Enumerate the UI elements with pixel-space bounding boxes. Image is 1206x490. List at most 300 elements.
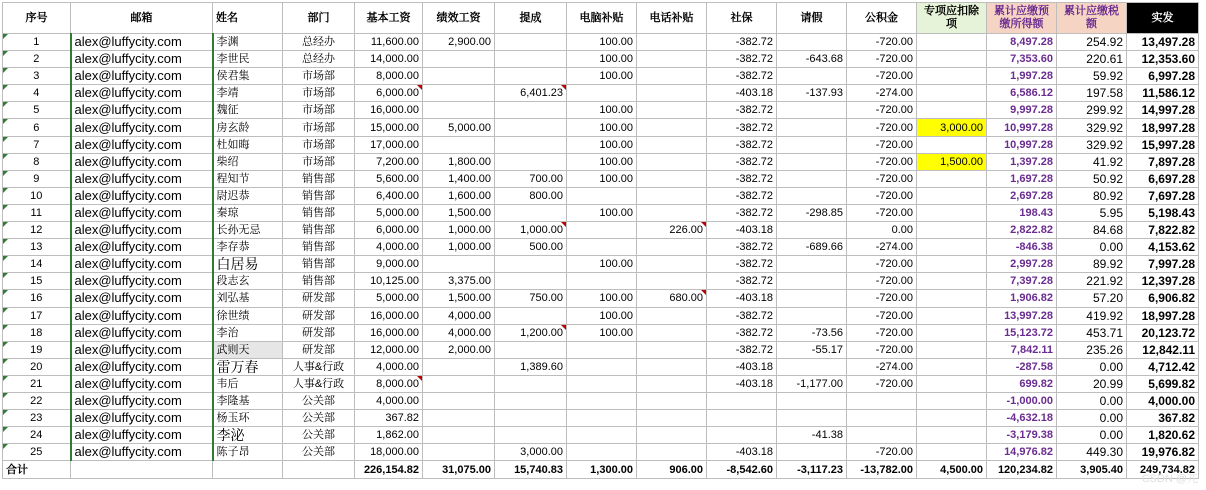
perf-cell[interactable] bbox=[423, 444, 495, 461]
phone-cell[interactable] bbox=[637, 68, 707, 85]
dept-cell[interactable]: 市场部 bbox=[283, 85, 355, 102]
email-cell[interactable]: alex@luffycity.com bbox=[71, 307, 213, 324]
email-cell[interactable]: alex@luffycity.com bbox=[71, 375, 213, 392]
dept-cell[interactable]: 研发部 bbox=[283, 307, 355, 324]
net-cell[interactable]: 20,123.72 bbox=[1127, 324, 1199, 341]
email-cell[interactable]: alex@luffycity.com bbox=[71, 290, 213, 307]
header-perf[interactable]: 绩效工资 bbox=[423, 3, 495, 34]
email-cell[interactable]: alex@luffycity.com bbox=[71, 239, 213, 256]
row-no[interactable]: 15 bbox=[3, 273, 71, 290]
dept-cell[interactable]: 市场部 bbox=[283, 102, 355, 119]
tax-cell[interactable]: 0.00 bbox=[1057, 410, 1127, 427]
ss-cell[interactable]: -382.72 bbox=[707, 102, 777, 119]
comm-cell[interactable]: 1,389.60 bbox=[495, 358, 567, 375]
tax-cell[interactable]: 299.92 bbox=[1057, 102, 1127, 119]
leave-cell[interactable] bbox=[777, 410, 847, 427]
name-cell[interactable]: 李渊 bbox=[213, 34, 283, 51]
name-cell[interactable]: 白居易 bbox=[213, 256, 283, 273]
pc-cell[interactable] bbox=[567, 392, 637, 409]
tax-cell[interactable]: 220.61 bbox=[1057, 51, 1127, 68]
tax-cell[interactable]: 419.92 bbox=[1057, 307, 1127, 324]
name-cell[interactable]: 陈子昂 bbox=[213, 444, 283, 461]
dept-cell[interactable]: 销售部 bbox=[283, 273, 355, 290]
taxable-cell[interactable]: 2,822.82 bbox=[987, 222, 1057, 239]
row-no[interactable]: 2 bbox=[3, 51, 71, 68]
base-cell[interactable]: 6,000.00 bbox=[355, 222, 423, 239]
leave-cell[interactable] bbox=[777, 256, 847, 273]
net-cell[interactable]: 4,000.00 bbox=[1127, 392, 1199, 409]
email-cell[interactable]: alex@luffycity.com bbox=[71, 410, 213, 427]
header-net[interactable]: 实发 bbox=[1127, 3, 1199, 34]
perf-cell[interactable]: 3,375.00 bbox=[423, 273, 495, 290]
base-cell[interactable]: 5,000.00 bbox=[355, 290, 423, 307]
taxable-cell[interactable]: 6,586.12 bbox=[987, 85, 1057, 102]
phone-cell[interactable] bbox=[637, 324, 707, 341]
ss-cell[interactable]: -382.72 bbox=[707, 273, 777, 290]
phone-cell[interactable] bbox=[637, 136, 707, 153]
tax-cell[interactable]: 0.00 bbox=[1057, 239, 1127, 256]
dept-cell[interactable]: 公关部 bbox=[283, 392, 355, 409]
dept-cell[interactable]: 销售部 bbox=[283, 204, 355, 221]
perf-cell[interactable]: 5,000.00 bbox=[423, 119, 495, 136]
pc-cell[interactable]: 100.00 bbox=[567, 256, 637, 273]
fund-cell[interactable]: -720.00 bbox=[847, 136, 917, 153]
comm-cell[interactable] bbox=[495, 51, 567, 68]
row-no[interactable]: 13 bbox=[3, 239, 71, 256]
base-cell[interactable]: 9,000.00 bbox=[355, 256, 423, 273]
email-cell[interactable]: alex@luffycity.com bbox=[71, 204, 213, 221]
leave-cell[interactable] bbox=[777, 34, 847, 51]
net-cell[interactable]: 6,697.28 bbox=[1127, 170, 1199, 187]
fund-cell[interactable] bbox=[847, 410, 917, 427]
pc-cell[interactable]: 100.00 bbox=[567, 34, 637, 51]
perf-cell[interactable]: 1,400.00 bbox=[423, 170, 495, 187]
taxable-cell[interactable]: 1,906.82 bbox=[987, 290, 1057, 307]
name-cell[interactable]: 房玄龄 bbox=[213, 119, 283, 136]
phone-cell[interactable]: 226.00 bbox=[637, 222, 707, 239]
tax-cell[interactable]: 41.92 bbox=[1057, 153, 1127, 170]
tax-cell[interactable]: 329.92 bbox=[1057, 119, 1127, 136]
taxable-cell[interactable]: 1,997.28 bbox=[987, 68, 1057, 85]
special-cell[interactable] bbox=[917, 358, 987, 375]
perf-cell[interactable]: 1,600.00 bbox=[423, 187, 495, 204]
phone-cell[interactable] bbox=[637, 392, 707, 409]
ss-cell[interactable] bbox=[707, 427, 777, 444]
row-no[interactable]: 17 bbox=[3, 307, 71, 324]
base-cell[interactable]: 8,000.00 bbox=[355, 68, 423, 85]
special-cell[interactable]: 1,500.00 bbox=[917, 153, 987, 170]
special-cell[interactable] bbox=[917, 68, 987, 85]
perf-cell[interactable]: 1,000.00 bbox=[423, 222, 495, 239]
fund-cell[interactable] bbox=[847, 427, 917, 444]
base-cell[interactable]: 6,400.00 bbox=[355, 187, 423, 204]
fund-cell[interactable]: -720.00 bbox=[847, 187, 917, 204]
name-cell[interactable]: 杜如晦 bbox=[213, 136, 283, 153]
special-cell[interactable] bbox=[917, 290, 987, 307]
email-cell[interactable]: alex@luffycity.com bbox=[71, 358, 213, 375]
email-cell[interactable]: alex@luffycity.com bbox=[71, 222, 213, 239]
total-phone[interactable]: 906.00 bbox=[637, 461, 707, 479]
tax-cell[interactable]: 235.26 bbox=[1057, 341, 1127, 358]
comm-cell[interactable] bbox=[495, 119, 567, 136]
taxable-cell[interactable]: -1,000.00 bbox=[987, 392, 1057, 409]
row-no[interactable]: 25 bbox=[3, 444, 71, 461]
fund-cell[interactable]: -720.00 bbox=[847, 324, 917, 341]
email-cell[interactable]: alex@luffycity.com bbox=[71, 170, 213, 187]
email-cell[interactable]: alex@luffycity.com bbox=[71, 427, 213, 444]
perf-cell[interactable] bbox=[423, 102, 495, 119]
perf-cell[interactable]: 1,500.00 bbox=[423, 290, 495, 307]
leave-cell[interactable]: -137.93 bbox=[777, 85, 847, 102]
phone-cell[interactable] bbox=[637, 85, 707, 102]
header-base[interactable]: 基本工资 bbox=[355, 3, 423, 34]
total-fund[interactable]: -13,782.00 bbox=[847, 461, 917, 479]
taxable-cell[interactable]: -4,632.18 bbox=[987, 410, 1057, 427]
leave-cell[interactable] bbox=[777, 102, 847, 119]
row-no[interactable]: 1 bbox=[3, 34, 71, 51]
base-cell[interactable]: 17,000.00 bbox=[355, 136, 423, 153]
phone-cell[interactable]: 680.00 bbox=[637, 290, 707, 307]
dept-cell[interactable]: 市场部 bbox=[283, 68, 355, 85]
ss-cell[interactable]: -403.18 bbox=[707, 85, 777, 102]
fund-cell[interactable]: -274.00 bbox=[847, 239, 917, 256]
tax-cell[interactable]: 0.00 bbox=[1057, 358, 1127, 375]
taxable-cell[interactable]: -3,179.38 bbox=[987, 427, 1057, 444]
net-cell[interactable]: 12,842.11 bbox=[1127, 341, 1199, 358]
taxable-cell[interactable]: 2,997.28 bbox=[987, 256, 1057, 273]
name-cell[interactable]: 段志玄 bbox=[213, 273, 283, 290]
tax-cell[interactable]: 59.92 bbox=[1057, 68, 1127, 85]
total-dept[interactable] bbox=[283, 461, 355, 479]
pc-cell[interactable]: 100.00 bbox=[567, 170, 637, 187]
email-cell[interactable]: alex@luffycity.com bbox=[71, 324, 213, 341]
phone-cell[interactable] bbox=[637, 187, 707, 204]
pc-cell[interactable] bbox=[567, 341, 637, 358]
comm-cell[interactable]: 700.00 bbox=[495, 170, 567, 187]
leave-cell[interactable] bbox=[777, 444, 847, 461]
name-cell[interactable]: 魏征 bbox=[213, 102, 283, 119]
fund-cell[interactable]: -274.00 bbox=[847, 85, 917, 102]
ss-cell[interactable]: -382.72 bbox=[707, 51, 777, 68]
special-cell[interactable] bbox=[917, 324, 987, 341]
email-cell[interactable]: alex@luffycity.com bbox=[71, 187, 213, 204]
email-cell[interactable]: alex@luffycity.com bbox=[71, 341, 213, 358]
perf-cell[interactable] bbox=[423, 375, 495, 392]
row-no[interactable]: 22 bbox=[3, 392, 71, 409]
row-no[interactable]: 8 bbox=[3, 153, 71, 170]
row-no[interactable]: 20 bbox=[3, 358, 71, 375]
total-net[interactable]: 249,734.82 bbox=[1127, 461, 1199, 479]
name-cell[interactable]: 刘弘基 bbox=[213, 290, 283, 307]
leave-cell[interactable] bbox=[777, 290, 847, 307]
taxable-cell[interactable]: 1,697.28 bbox=[987, 170, 1057, 187]
dept-cell[interactable]: 公关部 bbox=[283, 427, 355, 444]
tax-cell[interactable]: 449.30 bbox=[1057, 444, 1127, 461]
base-cell[interactable]: 6,000.00 bbox=[355, 85, 423, 102]
row-no[interactable]: 9 bbox=[3, 170, 71, 187]
taxable-cell[interactable]: 198.43 bbox=[987, 204, 1057, 221]
taxable-cell[interactable]: -846.38 bbox=[987, 239, 1057, 256]
fund-cell[interactable]: -720.00 bbox=[847, 341, 917, 358]
name-cell[interactable]: 武则天 bbox=[213, 341, 283, 358]
name-cell[interactable]: 李靖 bbox=[213, 85, 283, 102]
perf-cell[interactable]: 4,000.00 bbox=[423, 307, 495, 324]
fund-cell[interactable]: -720.00 bbox=[847, 102, 917, 119]
comm-cell[interactable]: 500.00 bbox=[495, 239, 567, 256]
pc-cell[interactable] bbox=[567, 239, 637, 256]
perf-cell[interactable] bbox=[423, 85, 495, 102]
ss-cell[interactable]: -382.72 bbox=[707, 153, 777, 170]
row-no[interactable]: 12 bbox=[3, 222, 71, 239]
base-cell[interactable]: 1,862.00 bbox=[355, 427, 423, 444]
tax-cell[interactable]: 0.00 bbox=[1057, 427, 1127, 444]
comm-cell[interactable] bbox=[495, 102, 567, 119]
row-no[interactable]: 19 bbox=[3, 341, 71, 358]
tax-cell[interactable]: 254.92 bbox=[1057, 34, 1127, 51]
header-dept[interactable]: 部门 bbox=[283, 3, 355, 34]
phone-cell[interactable] bbox=[637, 102, 707, 119]
comm-cell[interactable] bbox=[495, 136, 567, 153]
base-cell[interactable]: 15,000.00 bbox=[355, 119, 423, 136]
base-cell[interactable]: 4,000.00 bbox=[355, 358, 423, 375]
base-cell[interactable]: 16,000.00 bbox=[355, 307, 423, 324]
net-cell[interactable]: 13,497.28 bbox=[1127, 34, 1199, 51]
net-cell[interactable]: 4,153.62 bbox=[1127, 239, 1199, 256]
fund-cell[interactable]: -720.00 bbox=[847, 375, 917, 392]
ss-cell[interactable]: -382.72 bbox=[707, 324, 777, 341]
phone-cell[interactable] bbox=[637, 239, 707, 256]
tax-cell[interactable]: 84.68 bbox=[1057, 222, 1127, 239]
dept-cell[interactable]: 销售部 bbox=[283, 170, 355, 187]
header-leave[interactable]: 请假 bbox=[777, 3, 847, 34]
leave-cell[interactable] bbox=[777, 222, 847, 239]
name-cell[interactable]: 秦琼 bbox=[213, 204, 283, 221]
leave-cell[interactable]: -55.17 bbox=[777, 341, 847, 358]
dept-cell[interactable]: 研发部 bbox=[283, 341, 355, 358]
pc-cell[interactable] bbox=[567, 273, 637, 290]
perf-cell[interactable]: 4,000.00 bbox=[423, 324, 495, 341]
phone-cell[interactable] bbox=[637, 375, 707, 392]
taxable-cell[interactable]: 7,353.60 bbox=[987, 51, 1057, 68]
ss-cell[interactable]: -403.18 bbox=[707, 290, 777, 307]
pc-cell[interactable]: 100.00 bbox=[567, 102, 637, 119]
header-taxable[interactable]: 累计应缴预缴所得额 bbox=[987, 3, 1057, 34]
leave-cell[interactable]: -643.68 bbox=[777, 51, 847, 68]
ss-cell[interactable]: -403.18 bbox=[707, 358, 777, 375]
base-cell[interactable]: 8,000.00 bbox=[355, 375, 423, 392]
dept-cell[interactable]: 市场部 bbox=[283, 153, 355, 170]
phone-cell[interactable] bbox=[637, 34, 707, 51]
leave-cell[interactable] bbox=[777, 187, 847, 204]
ss-cell[interactable]: -382.72 bbox=[707, 256, 777, 273]
email-cell[interactable]: alex@luffycity.com bbox=[71, 119, 213, 136]
row-no[interactable]: 4 bbox=[3, 85, 71, 102]
special-cell[interactable] bbox=[917, 392, 987, 409]
leave-cell[interactable]: -298.85 bbox=[777, 204, 847, 221]
ss-cell[interactable]: -382.72 bbox=[707, 34, 777, 51]
net-cell[interactable]: 5,699.82 bbox=[1127, 375, 1199, 392]
name-cell[interactable]: 李治 bbox=[213, 324, 283, 341]
tax-cell[interactable]: 89.92 bbox=[1057, 256, 1127, 273]
leave-cell[interactable] bbox=[777, 153, 847, 170]
phone-cell[interactable] bbox=[637, 410, 707, 427]
email-cell[interactable]: alex@luffycity.com bbox=[71, 444, 213, 461]
taxable-cell[interactable]: 10,997.28 bbox=[987, 136, 1057, 153]
taxable-cell[interactable]: 1,397.28 bbox=[987, 153, 1057, 170]
base-cell[interactable]: 16,000.00 bbox=[355, 102, 423, 119]
dept-cell[interactable]: 研发部 bbox=[283, 324, 355, 341]
comm-cell[interactable] bbox=[495, 307, 567, 324]
row-no[interactable]: 16 bbox=[3, 290, 71, 307]
total-label[interactable]: 合计 bbox=[3, 461, 71, 479]
pc-cell[interactable] bbox=[567, 222, 637, 239]
ss-cell[interactable]: -382.72 bbox=[707, 239, 777, 256]
leave-cell[interactable]: -1,177.00 bbox=[777, 375, 847, 392]
tax-cell[interactable]: 329.92 bbox=[1057, 136, 1127, 153]
special-cell[interactable] bbox=[917, 239, 987, 256]
ss-cell[interactable]: -403.18 bbox=[707, 444, 777, 461]
ss-cell[interactable]: -403.18 bbox=[707, 375, 777, 392]
leave-cell[interactable] bbox=[777, 392, 847, 409]
special-cell[interactable] bbox=[917, 307, 987, 324]
perf-cell[interactable]: 1,500.00 bbox=[423, 204, 495, 221]
row-no[interactable]: 18 bbox=[3, 324, 71, 341]
name-cell[interactable]: 韦后 bbox=[213, 375, 283, 392]
fund-cell[interactable]: -720.00 bbox=[847, 68, 917, 85]
special-cell[interactable] bbox=[917, 444, 987, 461]
pc-cell[interactable] bbox=[567, 444, 637, 461]
taxable-cell[interactable]: 7,397.28 bbox=[987, 273, 1057, 290]
dept-cell[interactable]: 公关部 bbox=[283, 410, 355, 427]
special-cell[interactable] bbox=[917, 34, 987, 51]
tax-cell[interactable]: 20.99 bbox=[1057, 375, 1127, 392]
fund-cell[interactable] bbox=[847, 392, 917, 409]
phone-cell[interactable] bbox=[637, 51, 707, 68]
special-cell[interactable] bbox=[917, 341, 987, 358]
leave-cell[interactable]: -41.38 bbox=[777, 427, 847, 444]
ss-cell[interactable]: -382.72 bbox=[707, 119, 777, 136]
email-cell[interactable]: alex@luffycity.com bbox=[71, 34, 213, 51]
comm-cell[interactable] bbox=[495, 427, 567, 444]
tax-cell[interactable]: 197.58 bbox=[1057, 85, 1127, 102]
net-cell[interactable]: 7,697.28 bbox=[1127, 187, 1199, 204]
row-no[interactable]: 3 bbox=[3, 68, 71, 85]
total-taxable[interactable]: 120,234.82 bbox=[987, 461, 1057, 479]
comm-cell[interactable]: 1,000.00 bbox=[495, 222, 567, 239]
fund-cell[interactable]: -720.00 bbox=[847, 170, 917, 187]
special-cell[interactable] bbox=[917, 410, 987, 427]
base-cell[interactable]: 4,000.00 bbox=[355, 239, 423, 256]
leave-cell[interactable] bbox=[777, 119, 847, 136]
special-cell[interactable] bbox=[917, 204, 987, 221]
base-cell[interactable]: 14,000.00 bbox=[355, 51, 423, 68]
leave-cell[interactable] bbox=[777, 307, 847, 324]
email-cell[interactable]: alex@luffycity.com bbox=[71, 136, 213, 153]
net-cell[interactable]: 7,997.28 bbox=[1127, 256, 1199, 273]
perf-cell[interactable] bbox=[423, 392, 495, 409]
pc-cell[interactable] bbox=[567, 85, 637, 102]
total-name[interactable] bbox=[213, 461, 283, 479]
special-cell[interactable] bbox=[917, 136, 987, 153]
leave-cell[interactable] bbox=[777, 273, 847, 290]
ss-cell[interactable]: -382.72 bbox=[707, 204, 777, 221]
phone-cell[interactable] bbox=[637, 119, 707, 136]
total-pc[interactable]: 1,300.00 bbox=[567, 461, 637, 479]
phone-cell[interactable] bbox=[637, 341, 707, 358]
base-cell[interactable]: 7,200.00 bbox=[355, 153, 423, 170]
fund-cell[interactable]: -720.00 bbox=[847, 256, 917, 273]
base-cell[interactable]: 10,125.00 bbox=[355, 273, 423, 290]
name-cell[interactable]: 杨玉环 bbox=[213, 410, 283, 427]
fund-cell[interactable]: -720.00 bbox=[847, 51, 917, 68]
row-no[interactable]: 21 bbox=[3, 375, 71, 392]
net-cell[interactable]: 12,353.60 bbox=[1127, 51, 1199, 68]
net-cell[interactable]: 6,906.82 bbox=[1127, 290, 1199, 307]
fund-cell[interactable]: -720.00 bbox=[847, 444, 917, 461]
row-no[interactable]: 14 bbox=[3, 256, 71, 273]
email-cell[interactable]: alex@luffycity.com bbox=[71, 102, 213, 119]
tax-cell[interactable]: 453.71 bbox=[1057, 324, 1127, 341]
special-cell[interactable] bbox=[917, 427, 987, 444]
comm-cell[interactable]: 750.00 bbox=[495, 290, 567, 307]
email-cell[interactable]: alex@luffycity.com bbox=[71, 256, 213, 273]
net-cell[interactable]: 7,897.28 bbox=[1127, 153, 1199, 170]
special-cell[interactable] bbox=[917, 256, 987, 273]
ss-cell[interactable]: -403.18 bbox=[707, 222, 777, 239]
dept-cell[interactable]: 总经办 bbox=[283, 51, 355, 68]
total-special[interactable]: 4,500.00 bbox=[917, 461, 987, 479]
phone-cell[interactable] bbox=[637, 427, 707, 444]
perf-cell[interactable] bbox=[423, 68, 495, 85]
perf-cell[interactable]: 1,800.00 bbox=[423, 153, 495, 170]
dept-cell[interactable]: 市场部 bbox=[283, 136, 355, 153]
row-no[interactable]: 10 bbox=[3, 187, 71, 204]
email-cell[interactable]: alex@luffycity.com bbox=[71, 273, 213, 290]
name-cell[interactable]: 侯君集 bbox=[213, 68, 283, 85]
tax-cell[interactable]: 5.95 bbox=[1057, 204, 1127, 221]
header-special[interactable]: 专项应扣除项 bbox=[917, 3, 987, 34]
header-tax[interactable]: 累计应缴税额 bbox=[1057, 3, 1127, 34]
special-cell[interactable] bbox=[917, 273, 987, 290]
taxable-cell[interactable]: 14,976.82 bbox=[987, 444, 1057, 461]
base-cell[interactable]: 5,600.00 bbox=[355, 170, 423, 187]
net-cell[interactable]: 11,586.12 bbox=[1127, 85, 1199, 102]
comm-cell[interactable] bbox=[495, 153, 567, 170]
total-ss[interactable]: -8,542.60 bbox=[707, 461, 777, 479]
comm-cell[interactable]: 3,000.00 bbox=[495, 444, 567, 461]
fund-cell[interactable]: -720.00 bbox=[847, 153, 917, 170]
special-cell[interactable] bbox=[917, 102, 987, 119]
leave-cell[interactable] bbox=[777, 358, 847, 375]
tax-cell[interactable]: 221.92 bbox=[1057, 273, 1127, 290]
comm-cell[interactable] bbox=[495, 256, 567, 273]
name-cell[interactable]: 李世民 bbox=[213, 51, 283, 68]
dept-cell[interactable]: 销售部 bbox=[283, 222, 355, 239]
email-cell[interactable]: alex@luffycity.com bbox=[71, 51, 213, 68]
leave-cell[interactable]: -689.66 bbox=[777, 239, 847, 256]
dept-cell[interactable]: 销售部 bbox=[283, 256, 355, 273]
net-cell[interactable]: 19,976.82 bbox=[1127, 444, 1199, 461]
name-cell[interactable]: 李隆基 bbox=[213, 392, 283, 409]
base-cell[interactable]: 16,000.00 bbox=[355, 324, 423, 341]
leave-cell[interactable]: -73.56 bbox=[777, 324, 847, 341]
header-phone[interactable]: 电话补贴 bbox=[637, 3, 707, 34]
pc-cell[interactable]: 100.00 bbox=[567, 290, 637, 307]
phone-cell[interactable] bbox=[637, 170, 707, 187]
name-cell[interactable]: 李存恭 bbox=[213, 239, 283, 256]
header-comm[interactable]: 提成 bbox=[495, 3, 567, 34]
perf-cell[interactable] bbox=[423, 427, 495, 444]
